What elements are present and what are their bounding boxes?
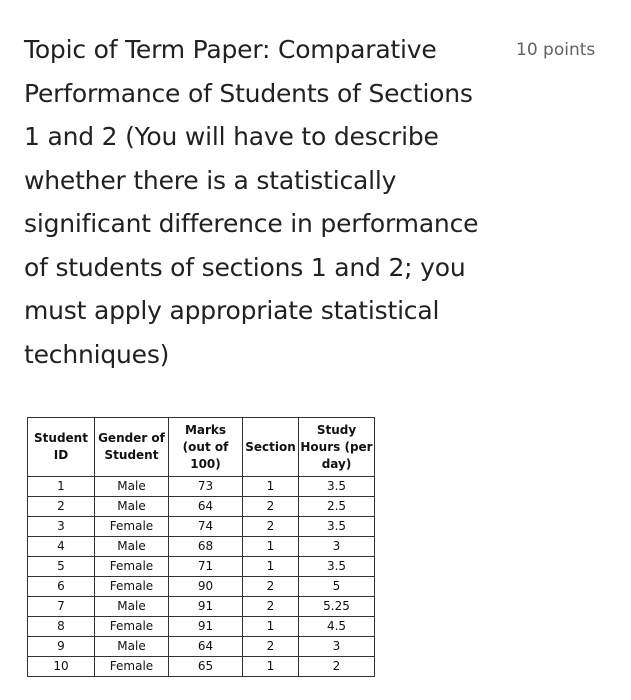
cell-student-id: 10: [28, 657, 95, 677]
cell-study-hours: 5.25: [299, 597, 375, 617]
cell-marks: 91: [169, 597, 243, 617]
cell-section: 1: [243, 657, 299, 677]
cell-gender: Male: [95, 497, 169, 517]
cell-study-hours: 2: [299, 657, 375, 677]
cell-study-hours: 2.5: [299, 497, 375, 517]
cell-study-hours: 4.5: [299, 617, 375, 637]
cell-student-id: 3: [28, 517, 95, 537]
cell-student-id: 6: [28, 577, 95, 597]
cell-study-hours: 3: [299, 637, 375, 657]
table-row: [28, 657, 375, 677]
cell-section: 2: [243, 517, 299, 537]
cell-student-id: 7: [28, 597, 95, 617]
cell-student-id: 8: [28, 617, 95, 637]
cell-gender: Male: [95, 637, 169, 657]
cell-marks: 91: [169, 617, 243, 637]
table-row: [28, 557, 375, 577]
column-header-marks: Marks (out of 100): [169, 418, 243, 477]
cell-gender: Female: [95, 577, 169, 597]
cell-marks: 74: [169, 517, 243, 537]
cell-marks: 65: [169, 657, 243, 677]
table-row: [28, 597, 375, 617]
cell-gender: Female: [95, 617, 169, 637]
cell-study-hours: 3: [299, 537, 375, 557]
cell-study-hours: 3.5: [299, 557, 375, 577]
cell-student-id: 2: [28, 497, 95, 517]
table-row: [28, 477, 375, 497]
cell-marks: 64: [169, 497, 243, 517]
cell-marks: 73: [169, 477, 243, 497]
cell-section: 1: [243, 617, 299, 637]
cell-marks: 64: [169, 637, 243, 657]
table-body: [28, 477, 375, 677]
cell-marks: 71: [169, 557, 243, 577]
cell-gender: Male: [95, 597, 169, 617]
cell-student-id: 1: [28, 477, 95, 497]
table-row: [28, 577, 375, 597]
cell-gender: Male: [95, 477, 169, 497]
table-row: [28, 637, 375, 657]
cell-study-hours: 3.5: [299, 477, 375, 497]
cell-marks: 90: [169, 577, 243, 597]
cell-section: 2: [243, 597, 299, 617]
cell-study-hours: 3.5: [299, 517, 375, 537]
column-header-student-id: Student ID: [28, 418, 95, 477]
table-header-row: [28, 418, 375, 477]
cell-section: 2: [243, 577, 299, 597]
cell-student-id: 5: [28, 557, 95, 577]
cell-gender: Female: [95, 657, 169, 677]
cell-study-hours: 5: [299, 577, 375, 597]
cell-section: 1: [243, 537, 299, 557]
cell-section: 1: [243, 477, 299, 497]
question-title: Topic of Term Paper: Comparative Performance of Students of Sections 1 and 2 (You will have to describe whether there is a statistically significant difference in performance of students of sections 1 and 2; you must apply appropriate statistical techniques): [24, 35, 479, 369]
table-header: [28, 418, 375, 477]
cell-student-id: 4: [28, 537, 95, 557]
cell-gender: Female: [95, 557, 169, 577]
cell-gender: Male: [95, 537, 169, 557]
cell-section: 1: [243, 557, 299, 577]
points-label: 10 points: [516, 40, 596, 60]
table-row: [28, 537, 375, 557]
cell-section: 2: [243, 637, 299, 657]
cell-gender: Female: [95, 517, 169, 537]
cell-section: 2: [243, 497, 299, 517]
table-row: [28, 497, 375, 517]
student-data-table: [27, 417, 375, 677]
table-row: [28, 517, 375, 537]
cell-student-id: 9: [28, 637, 95, 657]
column-header-gender: Gender of Student: [95, 418, 169, 477]
column-header-study-hours: Study Hours (per day): [299, 418, 375, 477]
table-row: [28, 617, 375, 637]
cell-marks: 68: [169, 537, 243, 557]
column-header-section: Section: [243, 418, 299, 477]
